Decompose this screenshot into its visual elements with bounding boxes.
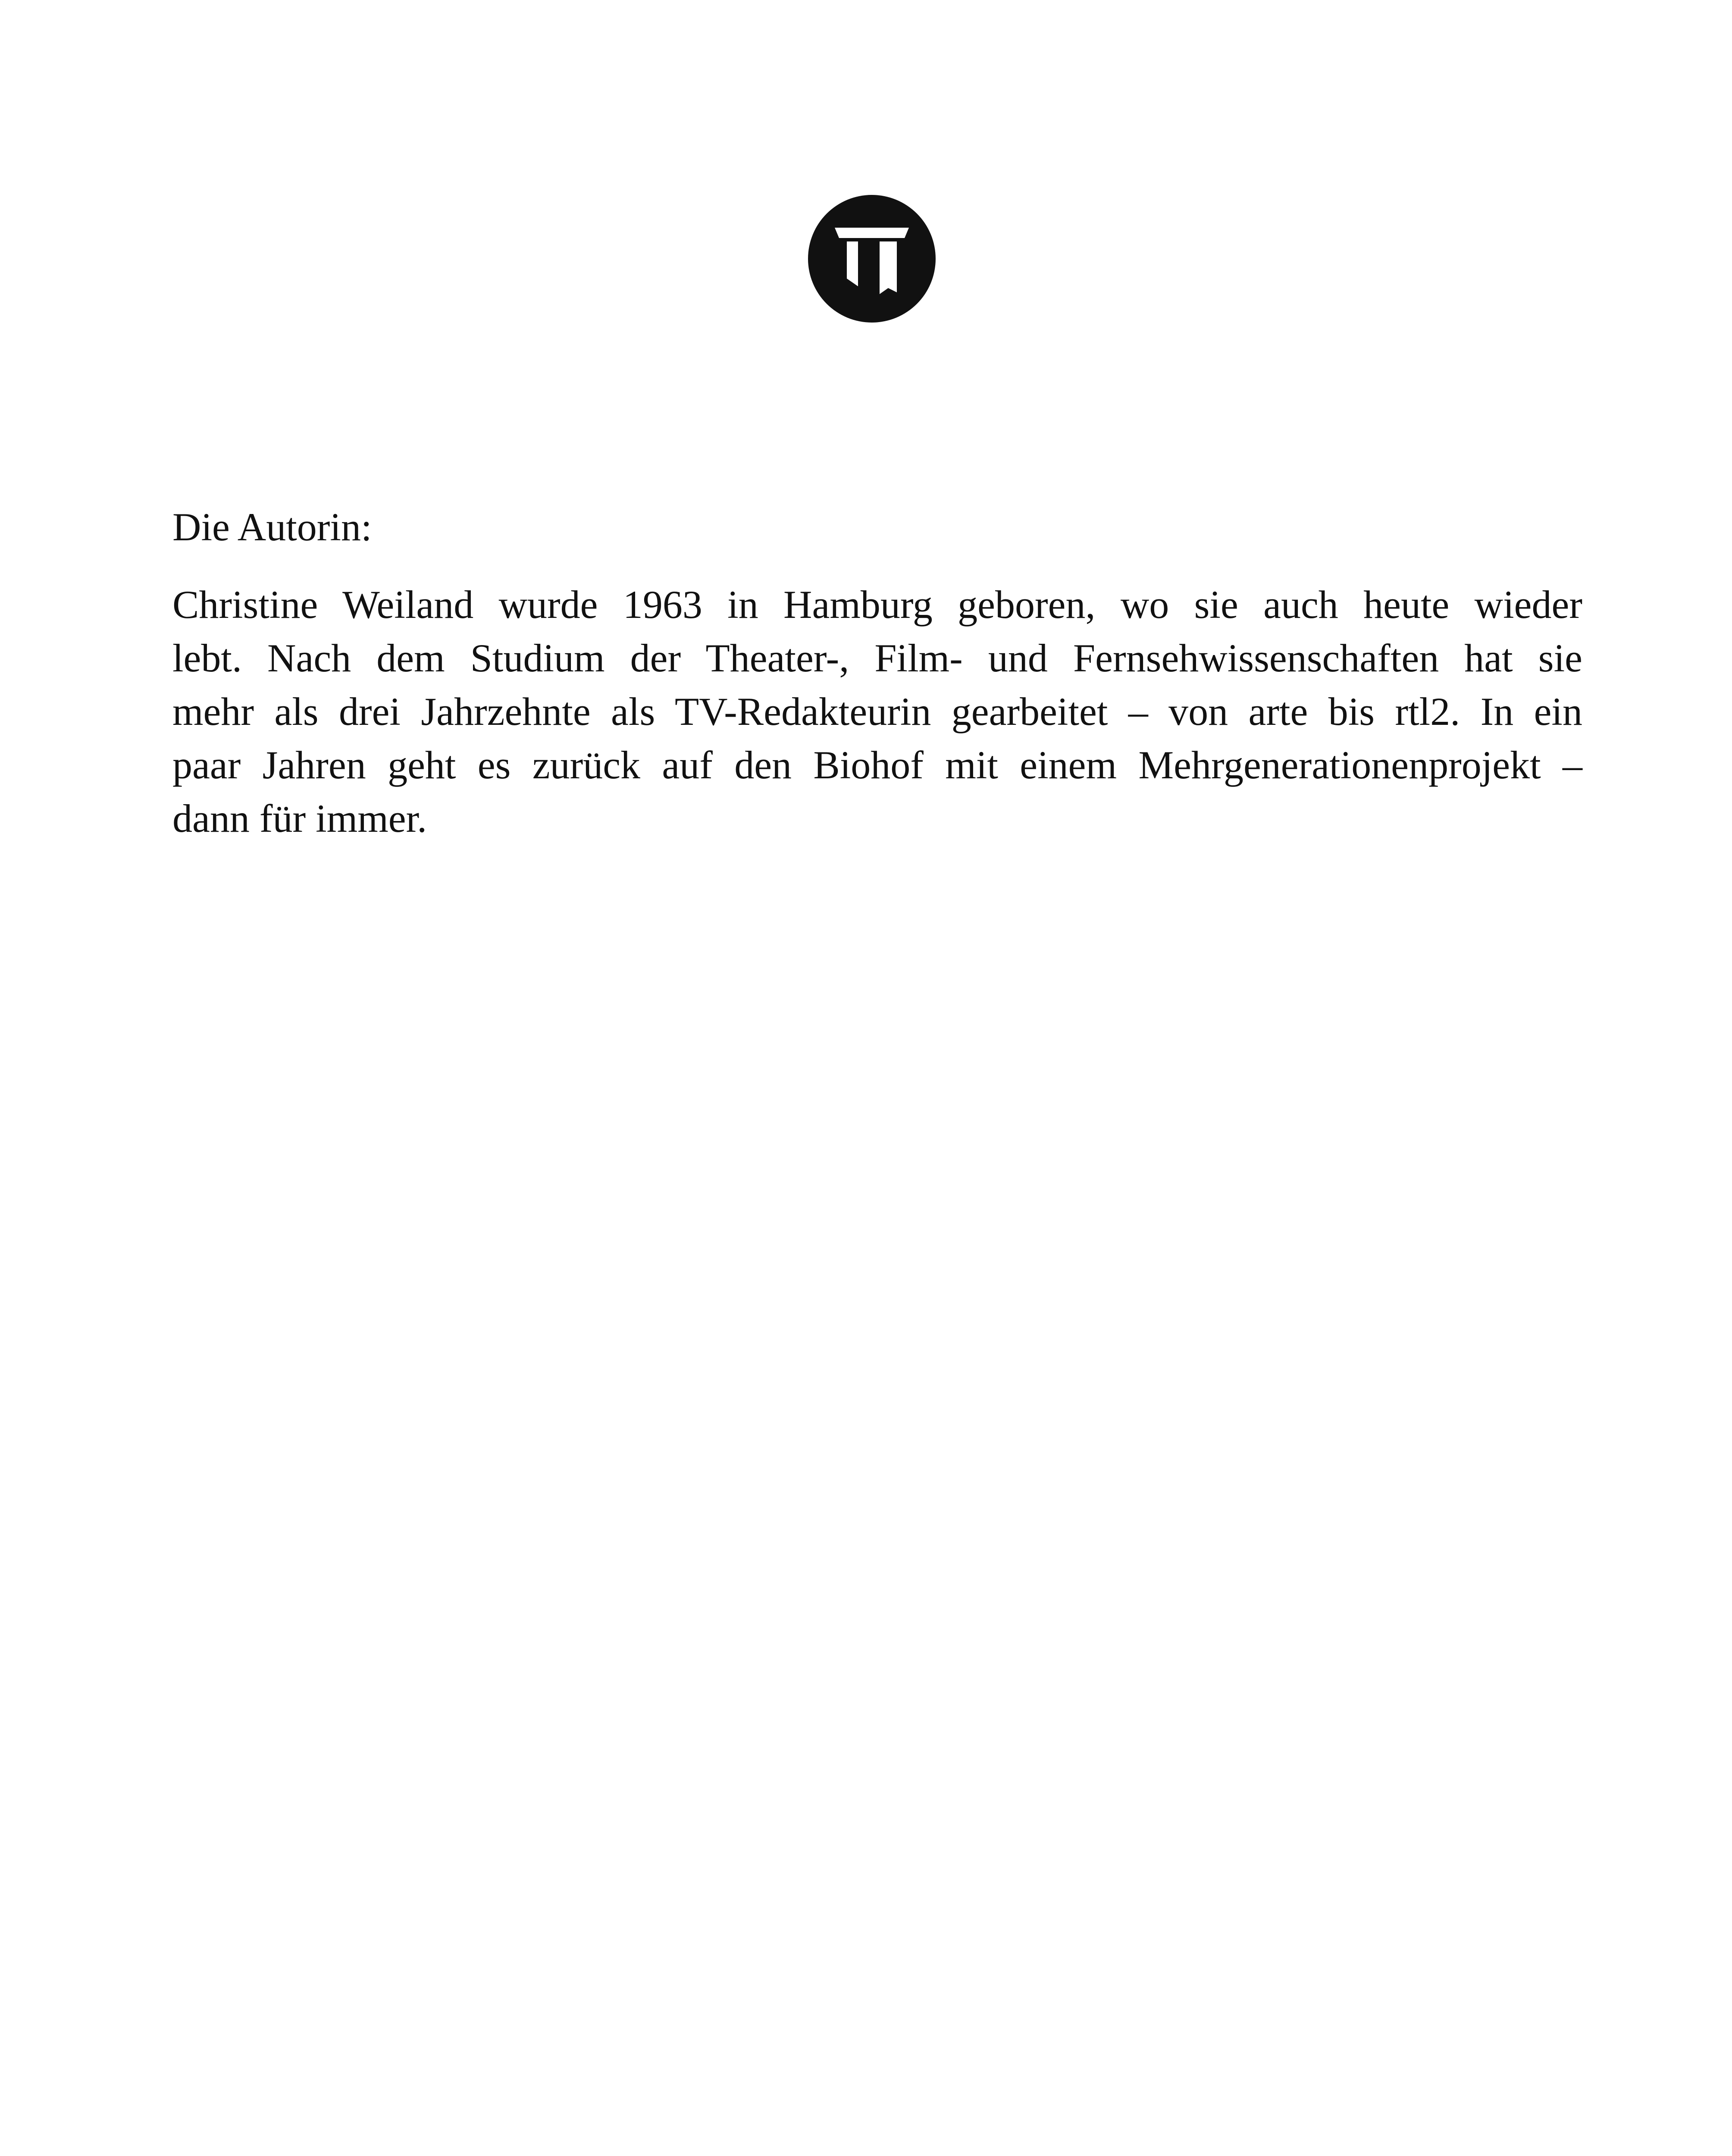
bio-line: mehr als drei Jahrzehnte als TV-Redakteurin gearbeitet – von arte bis rtl2. In ein [172,689,1582,733]
publisher-logo-icon [807,194,936,323]
bio-line: paar Jahren geht es zurück auf den Biohof mit einem Mehrgenerationenprojekt – [172,743,1582,787]
section-heading: Die Autorin: [172,505,372,549]
author-bio-paragraph [172,578,1582,845]
bio-line: lebt. Nach dem Studium der Theater-, Film- und Fernsehwissenschaften hat sie [172,636,1582,680]
bio-line: Christine Weiland wurde 1963 in Hamburg geboren, wo sie auch heute wieder [172,583,1582,627]
bio-line: dann für immer. [172,796,427,840]
